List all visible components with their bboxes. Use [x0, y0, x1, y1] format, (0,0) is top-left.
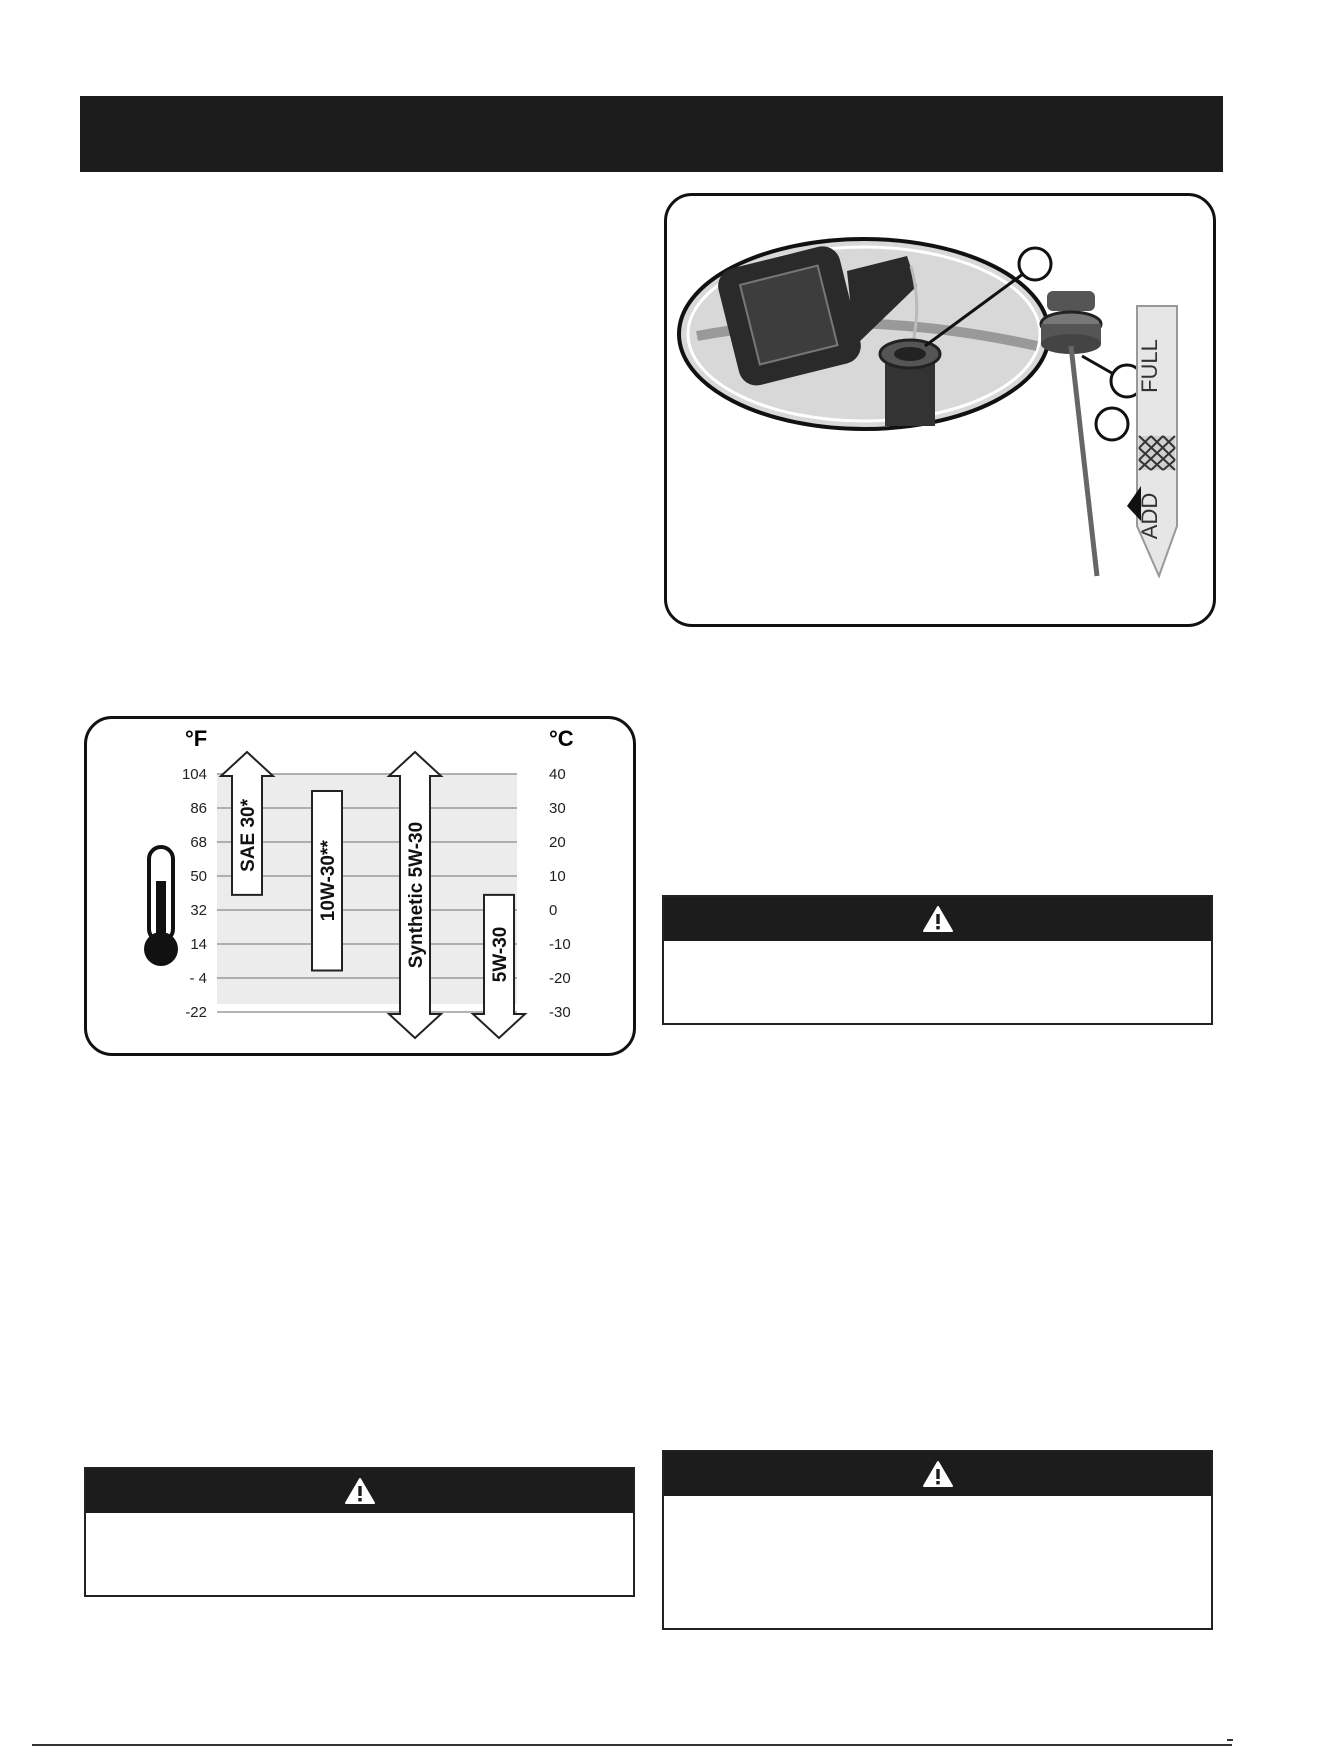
tick-label-c: -30: [549, 1004, 571, 1021]
oil-fill-illustration: [667, 196, 1213, 624]
tick-label-c: 0: [549, 902, 558, 919]
oil-viscosity-chart-box: [84, 716, 636, 1056]
dipstick-add-label: ADD: [1137, 492, 1162, 540]
oil-fill-neck-icon: [880, 340, 940, 426]
tick-label-c: 30: [549, 800, 566, 817]
thermometer-icon: [144, 847, 178, 966]
dipstick-icon: [1041, 291, 1101, 576]
oil-range-label: Synthetic 5W-30: [406, 821, 427, 969]
oil-range-label: 5W-30: [490, 926, 511, 983]
page-bottom-tick: [1227, 1739, 1233, 1741]
tick-label-f: 14: [190, 936, 207, 953]
tick-label-c: -20: [549, 970, 571, 987]
tick-label-c: 10: [549, 868, 566, 885]
warning-box-2: [84, 1467, 635, 1597]
tick-label-f: 50: [190, 868, 207, 885]
warning-triangle-icon: [922, 905, 954, 933]
fahrenheit-unit-label: °F: [185, 726, 208, 751]
oil-fill-figure: [664, 193, 1216, 627]
warning-box-3: [662, 1450, 1213, 1630]
warning-box-1: [662, 895, 1213, 1025]
warning-header: [86, 1469, 633, 1513]
callout-circle-1: [1019, 248, 1051, 280]
callout-circle-3: [1096, 408, 1128, 440]
tick-label-f: 68: [190, 834, 207, 851]
oil-range-label: SAE 30*: [238, 799, 259, 872]
oil-viscosity-chart: [87, 719, 633, 1053]
warning-header: [664, 897, 1211, 941]
tick-label-f: - 4: [189, 970, 207, 987]
tick-label-f: 104: [181, 766, 207, 783]
page-bottom-rule: [32, 1744, 1232, 1746]
dipstick-full-label: FULL: [1137, 339, 1162, 393]
tick-label-c: -10: [549, 936, 571, 953]
tick-label-c: 20: [549, 834, 566, 851]
section-header-bar: [80, 96, 1223, 172]
warning-triangle-icon: [922, 1460, 954, 1488]
oil-range-label: 10W-30**: [318, 840, 339, 922]
tick-label-c: 40: [549, 766, 566, 783]
tick-label-f: -22: [185, 1004, 207, 1021]
tick-label-f: 32: [190, 902, 207, 919]
celsius-unit-label: °C: [549, 726, 574, 751]
warning-header: [664, 1452, 1211, 1496]
tick-label-f: 86: [190, 800, 207, 817]
warning-triangle-icon: [344, 1477, 376, 1505]
